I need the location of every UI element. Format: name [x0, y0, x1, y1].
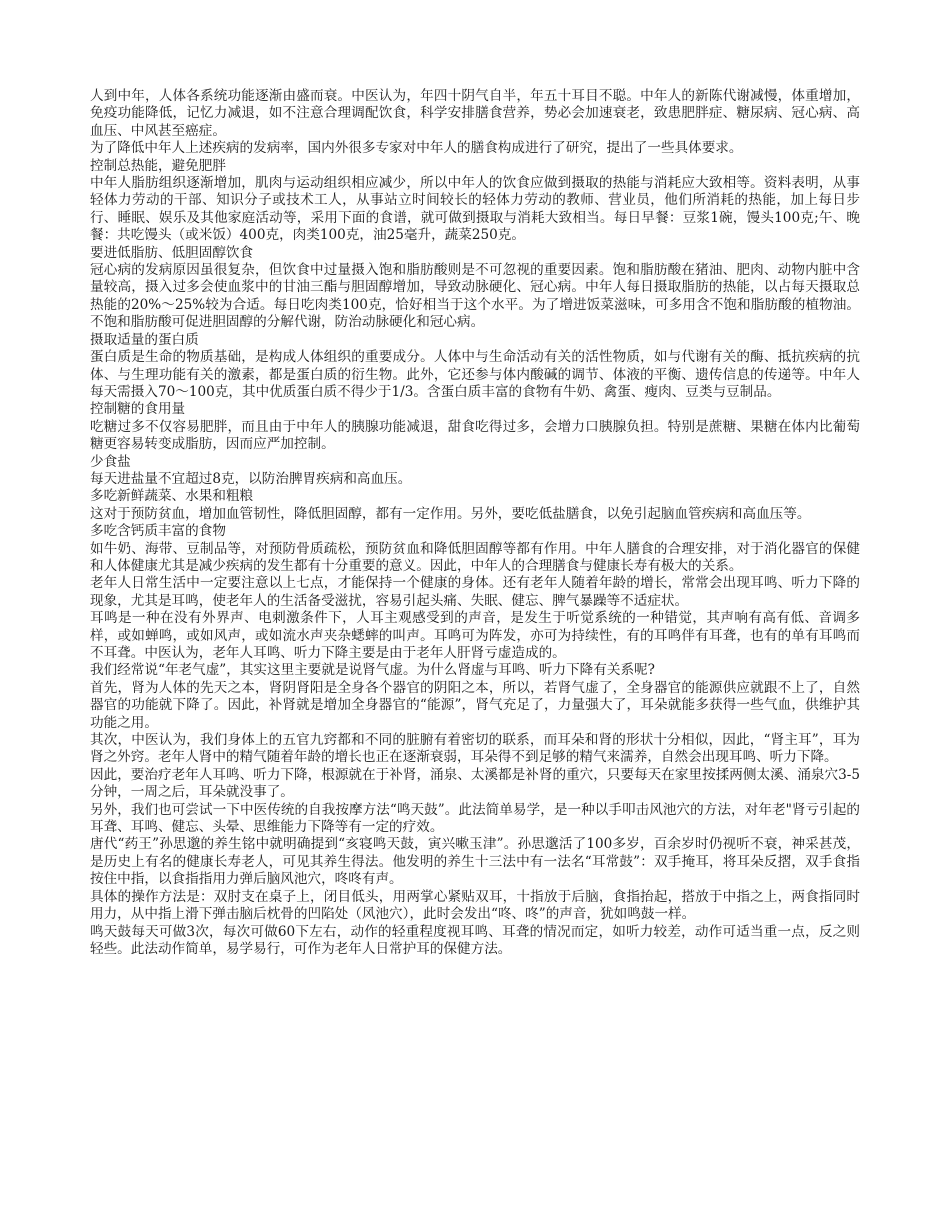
document-body — [90, 88, 860, 958]
body-paragraph: 冠心病的发病原因虽很复杂，但饮食中过量摄入饱和脂肪酸则是不可忽视的重要因素。饱和脂肪酸在猪油、肥肉、动物内脏中含量较高，摄入过多会使血浆中的甘油三酯与胆固醇增加，导致动脉硬化、冠心病。中年人每日摄取脂肪的热能，以占每天摄取总热能的20%～25%较为合适。每日吃肉类100克，恰好相当于这个水平。为了增进饭菜滋味，可多用含不饱和脂肪酸的植物油。不饱和脂肪酸可促进胆固醇的分解代谢，防治动脉硬化和冠心病。 — [90, 262, 860, 331]
section-heading: 多吃含钙质丰富的食物 — [90, 523, 226, 540]
body-paragraph: 耳鸣是一种在没有外界声、电刺激条件下，人耳主观感受到的声音，是发生于听觉系统的一种错觉，其声响有高有低、音调多样，或如蝉鸣，或如风声，或如流水声夹杂蟋蟀的叫声。耳鸣可为阵发，亦可为持续性，有的耳鸣伴有耳聋，也有的单有耳鸣而不耳聋。中医认为，老年人耳鸣、听力下降主要是由于老年人肝肾亏虚造成的。 — [90, 610, 860, 661]
body-paragraph: 吃糖过多不仅容易肥胖，而且由于中年人的胰腺功能减退，甜食吃得过多，会增力口胰腺负担。特别是蔗糖、果糖在体内比葡萄糖更容易转变成脂肪，因而应严加控制。 — [90, 418, 860, 453]
body-paragraph: 中年人脂肪组织逐渐增加，肌肉与运动组织相应减少，所以中年人的饮食应做到摄取的热能与消耗应大致相等。资料表明，从事轻体力劳动的干部、知识分子或技术工人，从事站立时间较长的轻体力劳动的教师、营业员，他们所消耗的热能，加上每日步行、睡眠、娱乐及其他家庭活动等，采用下面的食谱，就可做到摄取与消耗大致相当。每日早餐：豆浆1碗，馒头100克;午、晚餐：共吃馒头（或米饭）400克，肉类100克，油25毫升，蔬菜250克。 — [90, 175, 860, 244]
body-paragraph: 蛋白质是生命的物质基础，是构成人体组织的重要成分。人体中与生命活动有关的活性物质，如与代谢有关的酶、抵抗疾病的抗体、与生理功能有关的激素，都是蛋白质的衍生物。此外，它还参与体内酸碱的调节、体液的平衡、遗传信息的传递等。中年人每天需摄入70～100克，其中优质蛋白质不得少于1/3。含蛋白质丰富的食物有牛奶、禽蛋、瘦肉、豆类与豆制品。 — [90, 349, 860, 400]
section-heading: 控制糖的食用量 — [90, 401, 186, 418]
body-paragraph: 我们经常说“年老气虚”，其实这里主要就是说肾气虚。为什么肾虚与耳鸣、听力下降有关系呢? — [90, 662, 655, 679]
body-paragraph: 另外，我们也可尝试一下中医传统的自我按摩方法“鸣天鼓”。此法简单易学，是一种以手叩击风池穴的方法，对年老"肾亏引起的耳聋、耳鸣、健忘、头晕、思维能力下降等有一定的疗效。 — [90, 801, 860, 836]
section-heading: 多吃新鲜蔬菜、水果和粗粮 — [90, 488, 254, 505]
body-paragraph: 唐代“药王”孙思邈的养生铭中就明确提到“亥寝鸣天鼓，寅兴嗽玉津”。孙思邈活了100多岁，百余岁时仍视听不衰，神采甚茂，是历史上有名的健康长寿老人，可见其养生得法。他发明的养生十三法中有一法名“耳常鼓”：双手掩耳，将耳朵反摺，双手食指按住中指，以食指指用力弹后脑风池穴，咚咚有声。 — [90, 836, 860, 888]
body-paragraph: 因此，要治疗老年人耳鸣、听力下降，根源就在于补肾，涌泉、太溪都是补肾的重穴，只要每天在家里按揉两侧太溪、涌泉穴3-5分钟，一周之后，耳朵就没事了。 — [90, 766, 860, 801]
body-paragraph: 首先，肾为人体的先天之本，肾阴肾阳是全身各个器官的阴阳之本，所以，若肾气虚了，全身器官的能源供应就跟不上了，自然器官的功能就下降了。因此，补肾就是增加全身器官的“能源”，肾气充足了，力量强大了，耳朵就能多获得一些气血，供维护其功能之用。 — [90, 679, 860, 731]
body-paragraph: 如牛奶、海带、豆制品等，对预防骨质疏松，预防贫血和降低胆固醇等都有作用。中年人膳食的合理安排，对于消化器官的保健和人体健康尤其是减少疾病的发生都有十分重要的意义。因此，中年人的合理膳食与健康长寿有极大的关系。 — [90, 540, 860, 574]
section-heading: 要进低脂肪、低胆固醇饮食 — [90, 244, 254, 261]
body-paragraph: 其次，中医认为，我们身体上的五官九窍都和不同的脏腑有着密切的联系，而耳朵和肾的形状十分相似，因此，“肾主耳”，耳为肾之外窍。老年人肾中的精气随着年龄的增长也正在逐渐衰弱，耳朵得不到足够的精气来濡养，自然会出现耳鸣、听力下降。 — [90, 732, 860, 766]
intro-paragraph: 为了降低中年人上述疾病的发病率，国内外很多专家对中年人的膳食构成进行了研究，提出了一些具体要求。 — [90, 140, 743, 157]
section-heading: 少食盐 — [90, 453, 131, 470]
body-paragraph: 鸣天鼓每天可做3次，每次可做60下左右，动作的轻重程度视耳鸣、耳聋的情况而定，如听力较差，动作可适当重一点，反之则轻些。此法动作简单，易学易行，可作为老年人日常护耳的保健方法。 — [90, 923, 860, 957]
body-paragraph: 每天进盐量不宜超过8克，以防治脾胃疾病和高血压。 — [90, 470, 412, 487]
body-paragraph: 这对于预防贫血，增加血管韧性，降低胆固醇，都有一定作用。另外，要吃低盐膳食，以免引起脑血管疾病和高血压等。 — [90, 505, 811, 522]
body-paragraph: 具体的操作方法是：双肘支在桌子上，闭目低头，用两掌心紧贴双耳，十指放于后脑，食指抬起，搭放于中指之上，两食指同时用力，从中指上滑下弹击脑后枕骨的凹陷处（风池穴），此时会发出“咚、咚”的声音，犹如鸣鼓一样。 — [90, 888, 860, 923]
intro-paragraph: 人到中年，人体各系统功能逐渐由盛而衰。中医认为，年四十阴气自半，年五十耳目不聪。中年人的新陈代谢减慢，体重增加，免疫功能降低，记忆力减退，如不注意合理调配饮食，科学安排膳食营养，势必会加速衰老，致患肥胖症、糖尿病、冠心病、高血压、中风甚至癌症。 — [90, 88, 860, 139]
body-paragraph: 老年人日常生活中一定要注意以上七点，才能保持一个健康的身体。还有老年人随着年龄的增长，常常会出现耳鸣、听力下降的现象，尤其是耳鸣，使老年人的生活备受滋扰，容易引起头痛、失眠、健忘、脾气暴躁等不适症状。 — [90, 575, 860, 609]
section-heading: 控制总热能，避免肥胖 — [90, 157, 226, 174]
section-heading: 摄取适量的蛋白质 — [90, 331, 199, 348]
